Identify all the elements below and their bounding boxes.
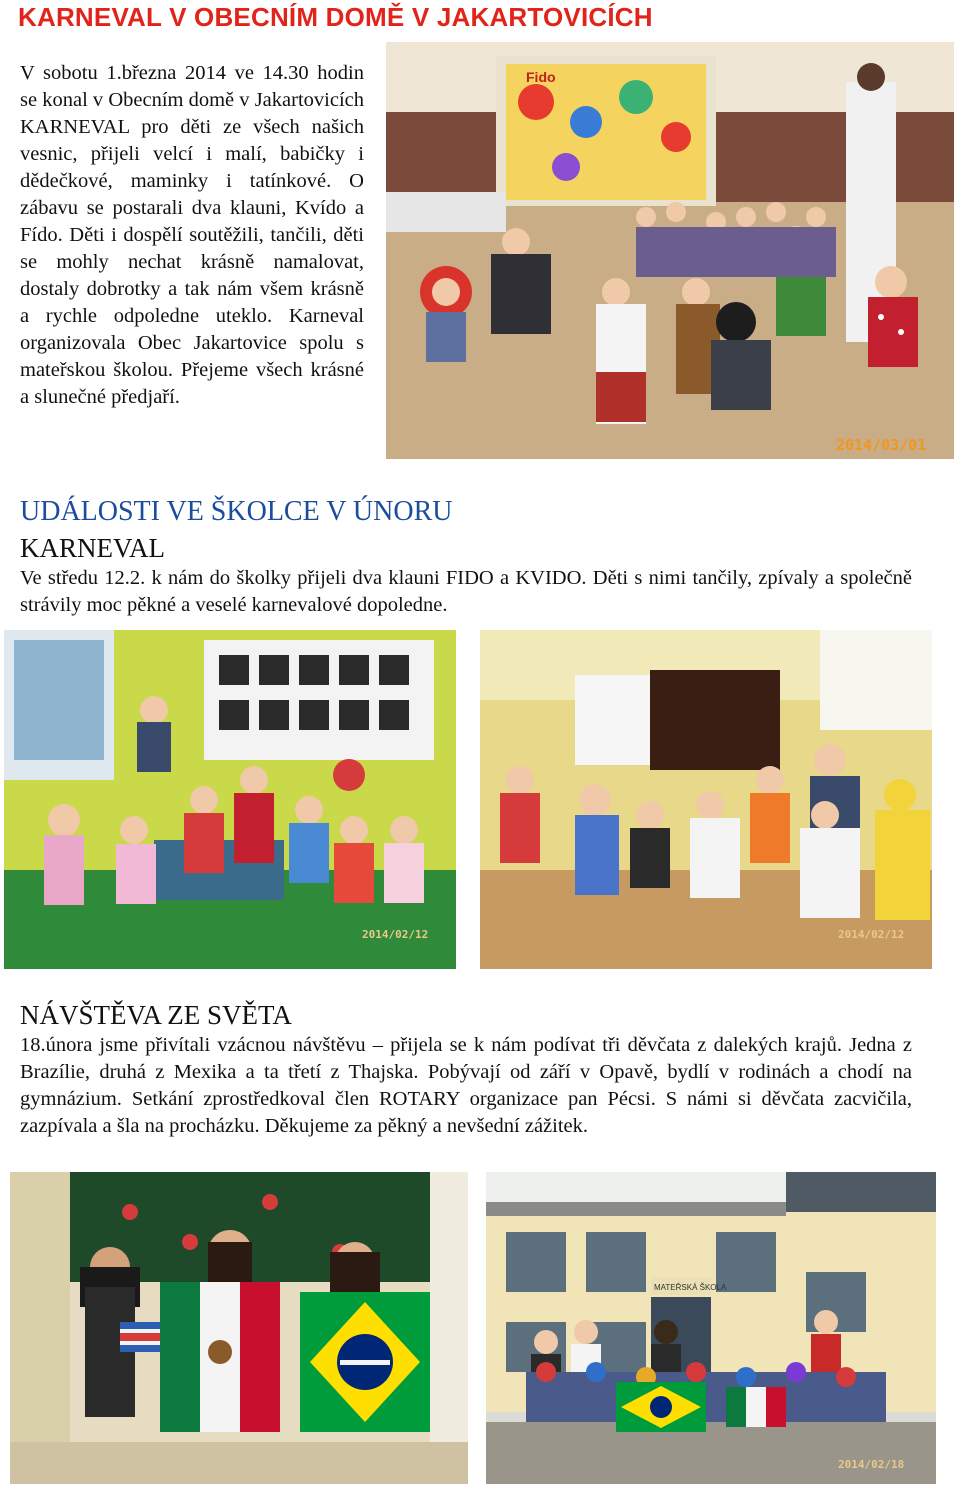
school-sign: MATEŘSKÁ ŠKOLA: [654, 1283, 727, 1292]
section-heading-skolka: UDÁLOSTI VE ŠKOLCE V ÚNORU: [20, 496, 453, 527]
navsteva-paragraph: 18.února jsme přivítali vzácnou návštěvu – přijela se k nám podívat tři děvčata z dalekých krajů. Jedna z Brazílie, druhá z Mexika a ta třetí z Thajska. Pobývají od září v Opavě, bydlí v rodinách a chodí na gymnázium. Setkání zprostředkoval člen ROTARY organizace pan Pécsi. S námi si děvčata zacvičila, zazpívala a šla na procházku. Děkujeme za pěkný a nevšední zážitek.: [20, 1034, 912, 1137]
banner-text: Fido: [526, 69, 556, 85]
section-heading-navsteva: NÁVŠTĚVA ZE SVĚTA: [20, 1000, 292, 1030]
page-title: KARNEVAL V OBECNÍM DOMĚ V JAKARTOVICÍCH: [18, 2, 653, 32]
photo-date-stamp: 2014/02/18: [838, 1458, 905, 1471]
photo-date-stamp: 2014/03/01: [836, 436, 927, 454]
school-building-group-photo: [486, 1172, 936, 1484]
kindergarten-carnival-photo-right: [480, 630, 932, 969]
kindergarten-carnival-photo-left: [4, 630, 456, 969]
visitors-flags-photo: [10, 1172, 468, 1484]
skolka-paragraph: Ve středu 12.2. k nám do školky přijeli dva klauni FIDO a KVIDO. Děti s nimi tančily, zpívaly a společně strávily moc pěkné a veselé karnevalové dopoledne.: [20, 567, 912, 616]
photo-date-stamp: 2014/02/12: [838, 928, 905, 941]
karneval-obec-paragraph: V sobotu 1.března 2014 ve 14.30 hodin se konal v Obecním domě v Jakartovicích KARNEVAL pro děti ze všech našich vesnic, přijeli velcí i malí, babičky i dědečkové, maminky i tatínkové. O zábavu se postarali dva klauni, Kvído a Fído. Děti i dospělí soutěžili, tančili, děti se mohly nechat krásně namalovat, dostaly dobrotky a tak nám všem krásně a rychle odpoledne uteklo. Karneval organizovala Obec Jakartovice spolu s mateřskou školou. Přejeme všech krásné a slunečné předjaří.: [20, 62, 364, 408]
subheading-karneval: KARNEVAL: [20, 533, 166, 563]
carnival-hall-photo: [386, 42, 954, 459]
photo-date-stamp: 2014/02/12: [362, 928, 429, 941]
